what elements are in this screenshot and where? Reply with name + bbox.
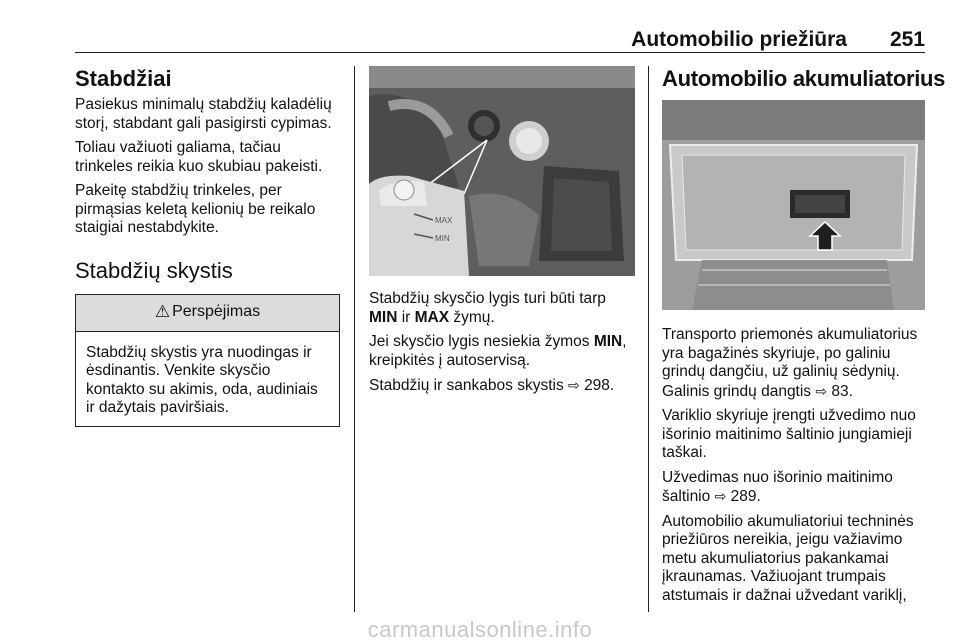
paragraph-after-replace: Pakeitę stabdžių trinkeles, per pirmąsias keletą kelionių be reikalo staigiai nestabdykite. bbox=[75, 182, 316, 236]
trunk-illustration bbox=[662, 100, 925, 310]
page-header bbox=[75, 28, 925, 54]
paragraph-maintenance: Automobilio akumuliatoriui techninės priežiūros nereikia, jeigu važiavimo metu akumuliatorius pakankamai įkraunamas. Važiuojant trumpais atstumais ir dažnai užvedant variklį, bbox=[662, 512, 914, 604]
column-divider-2 bbox=[648, 66, 649, 612]
text: Stabdžių skysčio lygis turi būti tarp bbox=[369, 290, 606, 307]
min-keyword: MIN bbox=[593, 333, 623, 350]
page-number: 251 bbox=[889, 28, 925, 51]
section-heading-brakes: Stabdžiai bbox=[75, 66, 172, 91]
paragraph-jump-points: Variklio skyriuje įrengti užvedimo nuo išorinio maitinimo šaltinio jungiamieji taškai. bbox=[662, 407, 916, 461]
right-column bbox=[662, 66, 946, 611]
warning-box bbox=[75, 294, 340, 427]
warning-header bbox=[76, 295, 339, 332]
text: Transporto priemonės akumuliatorius yra bagažinės skyriuje, po galiniu grindų dangčiu, už galinių sėdynių. Galinis grindų dangtis bbox=[662, 326, 918, 400]
text: Užvedimas nuo išorinio maitinimo šaltinio bbox=[662, 468, 893, 505]
left-column bbox=[75, 66, 340, 427]
brake-fluid-reservoir-figure bbox=[369, 66, 635, 276]
battery-location-figure bbox=[662, 100, 925, 310]
text: ir bbox=[397, 308, 415, 326]
page-reference-arrow-icon: ⇨ bbox=[815, 382, 828, 399]
min-keyword: MIN bbox=[369, 308, 398, 326]
max-keyword: MAX bbox=[414, 308, 450, 326]
text: , kreipkitės į autoservisą. bbox=[369, 333, 627, 369]
paragraph-fluid-reference bbox=[369, 376, 635, 396]
paragraph-battery-location bbox=[662, 326, 927, 401]
text: žymų. bbox=[449, 308, 495, 326]
header-title: Automobilio priežiūra bbox=[631, 28, 847, 51]
paragraph-low-level bbox=[369, 333, 635, 370]
subheading-brake-fluid: Stabdžių skystis bbox=[75, 257, 233, 283]
warning-triangle-icon: ⚠ bbox=[154, 302, 171, 322]
warning-title: Perspėjimas bbox=[172, 303, 261, 321]
warning-body: Stabdžių skystis yra nuodingas ir ėsdinantis. Venkite skysčio kontakto su akimis, oda, audiniais ir dažytais paviršiais. bbox=[86, 343, 318, 416]
paragraph-pads-noise: Pasiekus minimalų stabdžių kaladėlių storį, stabdant gali pasigirsti cypimas. bbox=[75, 96, 332, 132]
section-heading-battery: Automobilio akumuliatorius bbox=[662, 66, 946, 91]
page-reference-link[interactable]: 83. bbox=[831, 382, 853, 400]
min-mark-label: MIN bbox=[435, 234, 450, 243]
column-divider-1 bbox=[354, 66, 355, 612]
paragraph-replace-pads: Toliau važiuoti galiama, tačiau trinkeles reikia kuo skubiau pakeisti. bbox=[75, 139, 323, 175]
max-mark-label: MAX bbox=[435, 216, 453, 225]
page-reference-arrow-icon: ⇨ bbox=[568, 377, 580, 393]
watermark: carmanualsonline.info bbox=[367, 617, 593, 642]
middle-column bbox=[369, 66, 635, 402]
text: Stabdžių ir sankabos skystis bbox=[369, 377, 569, 394]
paragraph-jump-start bbox=[662, 469, 927, 507]
engine-bay-illustration bbox=[369, 66, 635, 276]
header-rule bbox=[75, 52, 925, 53]
text: Jei skysčio lygis nesiekia žymos bbox=[369, 333, 594, 350]
page-reference-arrow-icon: ⇨ bbox=[714, 488, 727, 504]
page-reference-link[interactable]: 298. bbox=[584, 377, 615, 394]
page-reference-link[interactable]: 289. bbox=[730, 488, 761, 505]
paragraph-fluid-level bbox=[369, 290, 635, 327]
